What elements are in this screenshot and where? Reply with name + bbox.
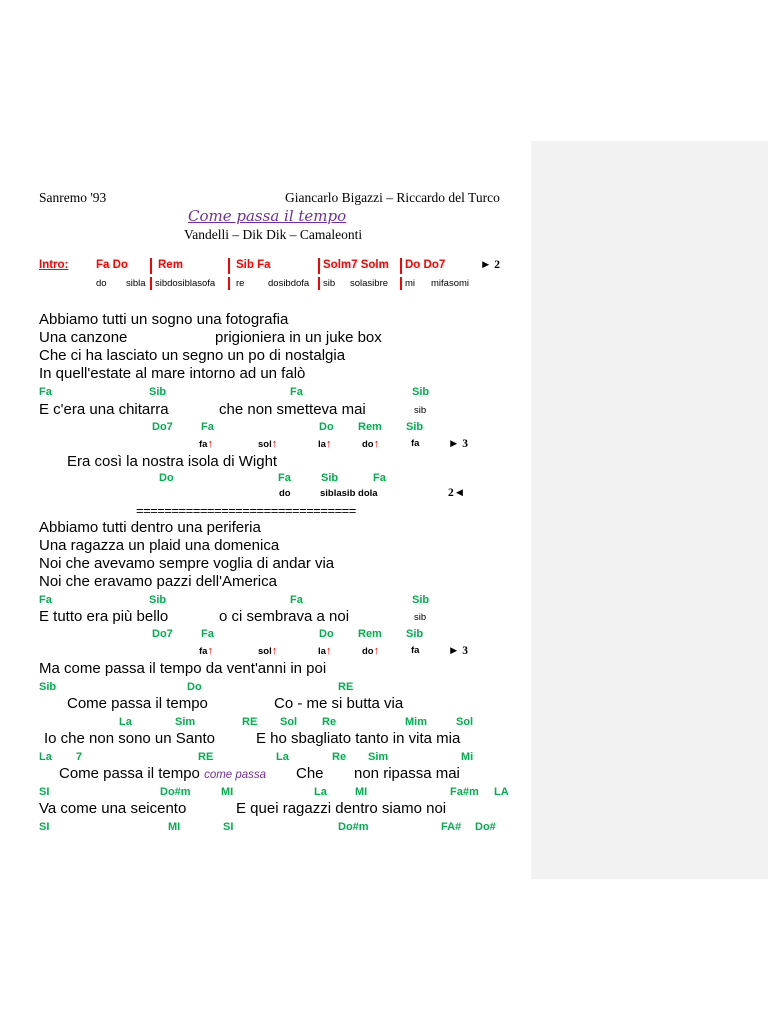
chord: Sib <box>149 594 167 606</box>
chord: Fa <box>290 386 303 398</box>
chord: Sib <box>406 628 424 640</box>
intro-note: sibdosiblasofa <box>155 278 216 289</box>
chord: Do#m <box>338 821 369 833</box>
chord: FA# <box>441 821 462 833</box>
note-text: la↑ <box>318 645 332 657</box>
lyric-line: Era così la nostra isola di Wight <box>67 453 278 470</box>
lyric-line: E tutto era più bello <box>39 608 169 625</box>
chord: SI <box>39 786 50 798</box>
intro-chord: Rem <box>158 259 183 271</box>
note-text: fa↑ <box>199 438 213 450</box>
lyric-line: Abbiamo tutti dentro una periferia <box>39 519 261 536</box>
chord: Sib <box>412 386 430 398</box>
chord: Fa <box>373 472 386 484</box>
header-event: Sanremo '93 <box>39 190 107 205</box>
chord: Do <box>187 681 202 693</box>
lyric-line: Io che non sono un Santo <box>44 730 215 747</box>
chord: Sol <box>280 716 298 728</box>
chord: RE <box>198 751 214 763</box>
measure-bar <box>228 258 230 274</box>
arrow-up-icon: ↑ <box>207 645 213 657</box>
intro-note: do <box>96 278 107 289</box>
chord: Sim <box>368 751 389 763</box>
arrow-up-icon: ↑ <box>207 438 213 450</box>
lyric-line: E quei ragazzi dentro siamo noi <box>236 800 447 817</box>
chord: Sib <box>321 472 339 484</box>
chord: La <box>119 716 132 728</box>
note-text: do <box>279 488 291 499</box>
note-text: sib <box>414 405 427 416</box>
intro-note: dosibdofa <box>268 278 310 289</box>
chord: Sib <box>39 681 57 693</box>
chord: Do7 <box>152 628 173 640</box>
chord: Re <box>332 751 347 763</box>
lyric-line: Una canzone <box>39 329 128 346</box>
measure-bar <box>318 277 320 290</box>
repeat-marker: ► 3 <box>448 438 469 450</box>
lyric-line: o ci sembrava a noi <box>219 608 350 625</box>
measure-bar <box>150 258 152 274</box>
chord: Do <box>319 628 334 640</box>
chord: Do <box>319 421 334 433</box>
lyric-line: Noi che eravamo pazzi dell'America <box>39 573 277 590</box>
intro-chord: Do Do7 <box>405 259 446 271</box>
chord: Mi <box>461 751 474 763</box>
chord: Do7 <box>152 421 173 433</box>
lyric-line: non ripassa mai <box>354 765 460 782</box>
chord: Sib <box>149 386 167 398</box>
repeat-marker: ► 3 <box>448 645 469 657</box>
song-title: Come passa il tempo <box>188 207 347 225</box>
lyric-line: In quell'estate al mare intorno ad un falò <box>39 365 306 382</box>
measure-bar <box>318 258 320 274</box>
chord: 7 <box>76 751 83 763</box>
chord: Do#m <box>160 786 191 798</box>
lyric-line: Che ci ha lasciato un segno un po di nostalgia <box>39 347 346 364</box>
note-text: la↑ <box>318 438 332 450</box>
lyric-line: Ma come passa il tempo da vent'anni in poi <box>39 660 327 677</box>
intro-note: mi <box>405 278 416 289</box>
song-artists: Vandelli – Dik Dik – Camaleonti <box>184 227 363 242</box>
intro-note: mifasomi <box>431 278 470 289</box>
chord: MI <box>355 786 368 798</box>
measure-bar <box>228 277 230 290</box>
chord: Sib <box>406 421 424 433</box>
note-text: sol↑ <box>258 645 278 657</box>
note-text: fa <box>411 438 420 449</box>
lyric-line: Co - me si butta via <box>274 695 404 712</box>
measure-bar <box>400 277 402 290</box>
note-text: sib <box>414 612 427 623</box>
intro-chord: Sib Fa <box>236 259 271 271</box>
arrow-up-icon: ↑ <box>373 645 380 657</box>
note-text: do↑ <box>362 645 380 657</box>
intro-note: re <box>236 278 245 289</box>
intro-chord: Fa Do <box>96 259 128 271</box>
arrow-up-icon: ↑ <box>271 645 278 657</box>
comments-panel <box>531 141 768 879</box>
chord: Fa <box>39 594 52 606</box>
lyric-line: Che <box>296 765 324 782</box>
intro-note: solasibre <box>350 278 389 289</box>
intro-note: sib <box>323 278 336 289</box>
measure-bar <box>400 258 402 274</box>
note-text: sol↑ <box>258 438 278 450</box>
chord: MI <box>221 786 234 798</box>
chord: La <box>39 751 52 763</box>
intro-chord: Solm7 Solm <box>323 259 389 271</box>
intro-label: Intro: <box>39 259 69 271</box>
chord: Sol <box>456 716 474 728</box>
arrow-up-icon: ↑ <box>325 645 332 657</box>
lyric-line: che non smetteva mai <box>219 401 366 418</box>
lyric-line: prigioniera in un juke box <box>215 329 382 346</box>
arrow-up-icon: ↑ <box>271 438 278 450</box>
arrow-up-icon: ↑ <box>373 438 380 450</box>
chord: La <box>276 751 289 763</box>
chord: SI <box>39 821 50 833</box>
intro-note: sibla <box>126 278 146 289</box>
chord: Sim <box>175 716 196 728</box>
repeat-marker: ► 2 <box>480 259 501 271</box>
chord: LA <box>494 786 509 798</box>
measure-bar <box>150 277 152 290</box>
chord: Re <box>322 716 337 728</box>
note-text: do↑ <box>362 438 380 450</box>
chord: La <box>314 786 327 798</box>
chord: Fa#m <box>450 786 479 798</box>
chord: SI <box>223 821 234 833</box>
chord: Do <box>159 472 174 484</box>
lyric-line: E c'era una chitarra <box>39 401 169 418</box>
chord: Fa <box>201 628 214 640</box>
lyric-line: Come passa il tempo come passa <box>59 765 267 782</box>
chord: Sib <box>412 594 430 606</box>
chord: Mim <box>405 716 427 728</box>
lyric-line: Una ragazza un plaid una domenica <box>39 537 280 554</box>
lyric-line: Va come una seicento <box>39 800 187 817</box>
note-text: siblasib dola <box>320 488 378 499</box>
lyric-line: Noi che avevamo sempre voglia di andar via <box>39 555 335 572</box>
chord: RE <box>338 681 354 693</box>
chord: MI <box>168 821 181 833</box>
chord: Fa <box>278 472 291 484</box>
repeat-marker: 2◄ <box>448 487 466 499</box>
chord: Fa <box>201 421 214 433</box>
annotation-text: come passa <box>204 769 267 781</box>
arrow-up-icon: ↑ <box>325 438 332 450</box>
chord: Do# <box>475 821 496 833</box>
chord: Rem <box>358 628 382 640</box>
separator: =============================== <box>136 503 356 518</box>
header-authors: Giancarlo Bigazzi – Riccardo del Turco <box>285 190 500 205</box>
chord: Rem <box>358 421 382 433</box>
lyric-line: E ho sbagliato tanto in vita mia <box>256 730 461 747</box>
chord: RE <box>242 716 258 728</box>
chord: Fa <box>290 594 303 606</box>
lyric-line: Abbiamo tutti un sogno una fotografia <box>39 311 289 328</box>
note-text: fa <box>411 645 420 656</box>
chord: Fa <box>39 386 52 398</box>
lyric-line: Come passa il tempo <box>67 695 208 712</box>
note-text: fa↑ <box>199 645 213 657</box>
